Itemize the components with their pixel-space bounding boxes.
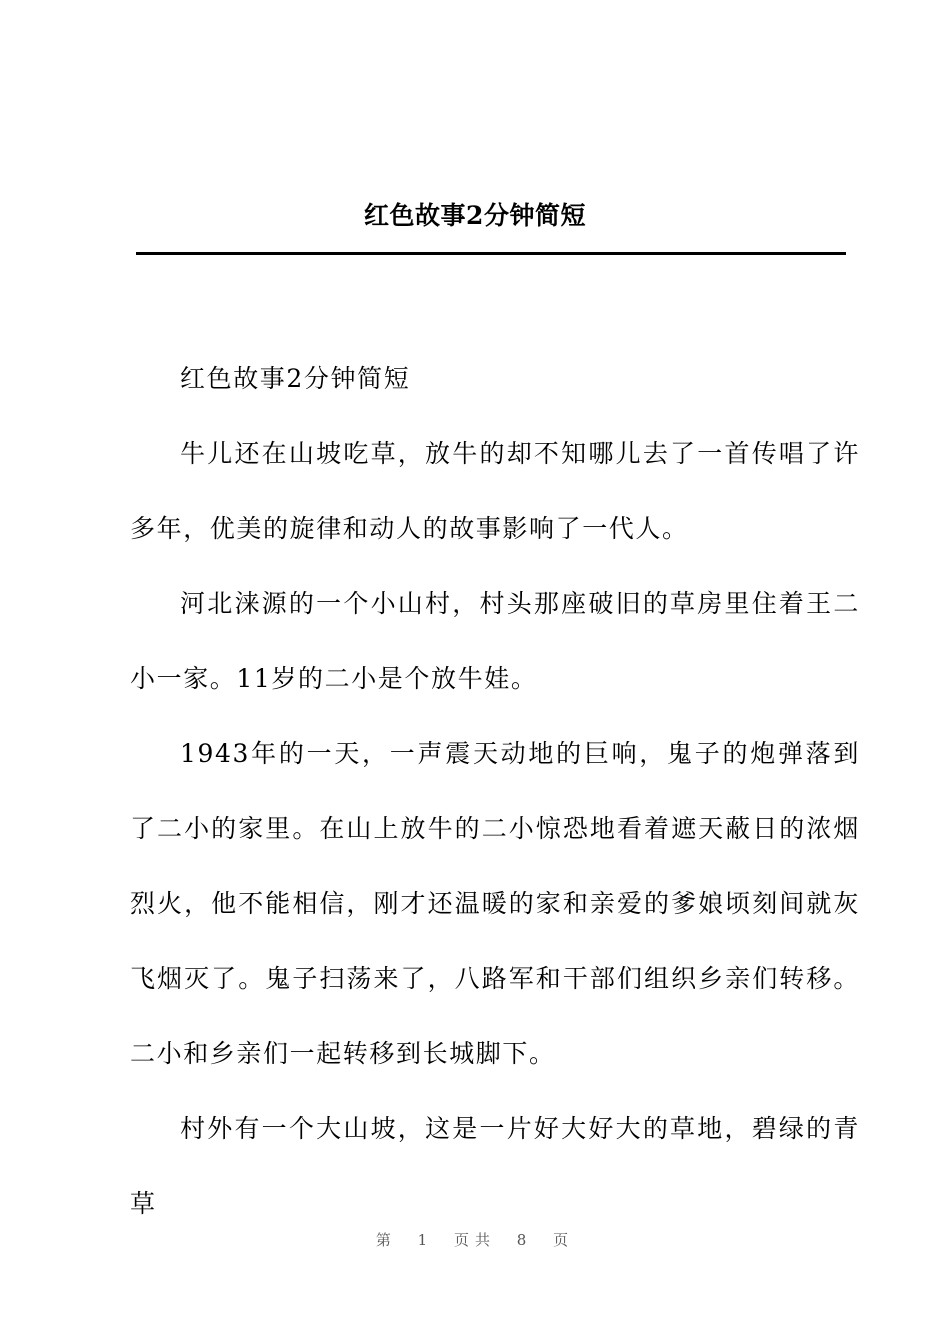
paragraph-4: 1943年的一天，一声震天动地的巨响，鬼子的炮弹落到了二小的家里。在山上放牛的二小惊恐地看着遮天蔽日的浓烟烈火，他不能相信，刚才还温暖的家和亲爱的爹娘顷刻间就灰飞烟灭了。鬼子扫荡来了，八路军和干部们组织乡亲们转移。二小和乡亲们一起转移到长城脚下。	[130, 739, 860, 1068]
page-title: 红色故事2分钟简短	[364, 201, 586, 230]
page-number-footer: 第 1 页共 8 页	[375, 1231, 575, 1249]
paragraph-2: 牛儿还在山坡吃草，放牛的却不知哪儿去了一首传唱了许多年，优美的旋律和动人的故事影响了一代人。	[130, 439, 860, 543]
paragraph-3: 河北涞源的一个小山村，村头那座破旧的草房里住着王二小一家。11岁的二小是个放牛娃。	[130, 589, 860, 693]
document-body	[130, 341, 860, 1241]
title-divider	[136, 252, 846, 255]
paragraph-1: 红色故事2分钟简短	[180, 364, 411, 393]
paragraph-5: 村外有一个大山坡，这是一片好大好大的草地，碧绿的青草	[130, 1114, 860, 1218]
